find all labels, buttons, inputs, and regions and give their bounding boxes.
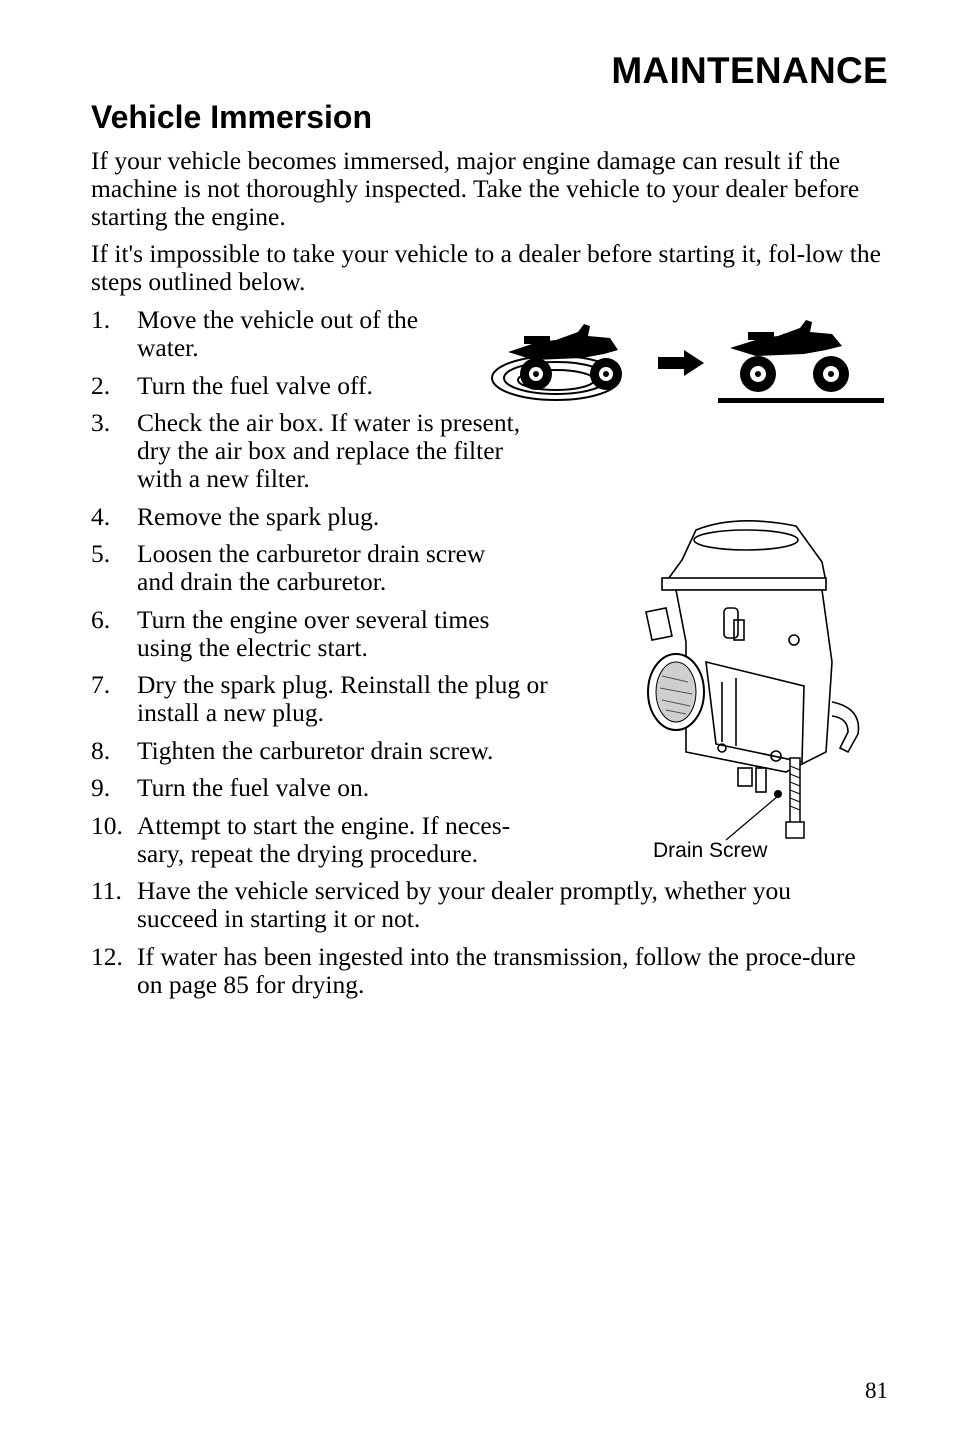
step-number: 2.: [91, 370, 111, 400]
section-title: MAINTENANCE: [611, 50, 888, 91]
step-item: [91, 540, 521, 596]
step-item: [91, 503, 561, 531]
step-item: [91, 812, 551, 868]
step-number: 12.: [91, 941, 123, 971]
callout-leader-line: [726, 796, 778, 840]
step-number: 11.: [91, 876, 122, 905]
step-item: [91, 737, 571, 765]
step-number: 5.: [91, 539, 111, 568]
step-number: 8.: [91, 735, 111, 765]
intro-paragraph: If it's impossible to take your vehicle to a dealer before starting it, fol-low the steps outlined below.: [91, 239, 881, 296]
step-number: 3.: [91, 408, 111, 437]
step-text: Turn the engine over several times using the electric start.: [137, 604, 490, 662]
ground-line: [718, 398, 884, 403]
step-text: Tighten the carburetor drain screw.: [137, 735, 494, 765]
step-text-line: Have the vehicle serviced by your dealer promptly, whether you succeed in starting it or not.: [137, 876, 792, 933]
air-intake-filter: [648, 654, 704, 730]
step-text: If water has been ingested into the transmission, follow the proce-dure on page 85 for drying.: [137, 941, 856, 999]
atv-out-of-water-illustration: [486, 312, 888, 412]
step-number: 10.: [91, 810, 123, 840]
step-text: Turn the fuel valve off.: [137, 370, 373, 400]
step-text: Check the air box. If water is present, dry the air box and replace the filter with a new filter.: [137, 408, 521, 493]
step-item: [91, 943, 881, 999]
carburetor-illustration: [626, 512, 876, 842]
step-number: 6.: [91, 604, 111, 634]
step-item: [91, 606, 526, 662]
step-item: [91, 671, 554, 727]
step-text: Dry the spark plug. Reinstall the plug or install a new plug.: [137, 670, 548, 727]
step-number: 4.: [91, 501, 111, 531]
atv-in-water: [508, 324, 622, 390]
step-number: 1.: [91, 305, 111, 334]
step-item: [91, 774, 571, 802]
step-text: Remove the spark plug.: [137, 501, 380, 531]
drain-screw-label: Drain Screw: [653, 839, 768, 862]
step-number: 9.: [91, 773, 111, 802]
arrow-right-icon: [658, 350, 704, 376]
step-item: [91, 409, 521, 493]
step-item: [91, 372, 481, 400]
step-text: [137, 877, 796, 933]
step-text: Attempt to start the engine. If neces-sary, repeat the drying procedure.: [137, 810, 511, 868]
step-text: Turn the fuel valve on.: [137, 773, 370, 802]
step-number: 7.: [91, 670, 111, 699]
page-heading: Vehicle Immersion: [91, 99, 373, 135]
atv-on-land: [730, 320, 849, 392]
step-text: Loosen the carburetor drain screw and drain the carburetor.: [137, 539, 486, 596]
page-number: 81: [865, 1378, 888, 1403]
step-item: [91, 306, 461, 362]
step-text: Move the vehicle out of the water.: [137, 305, 419, 362]
step-item: [91, 877, 796, 933]
intro-paragraph: If your vehicle becomes immersed, major engine damage can result if the machine is not thoroughly inspected. Take the vehicle to your dealer before starting the engine.: [91, 146, 860, 231]
